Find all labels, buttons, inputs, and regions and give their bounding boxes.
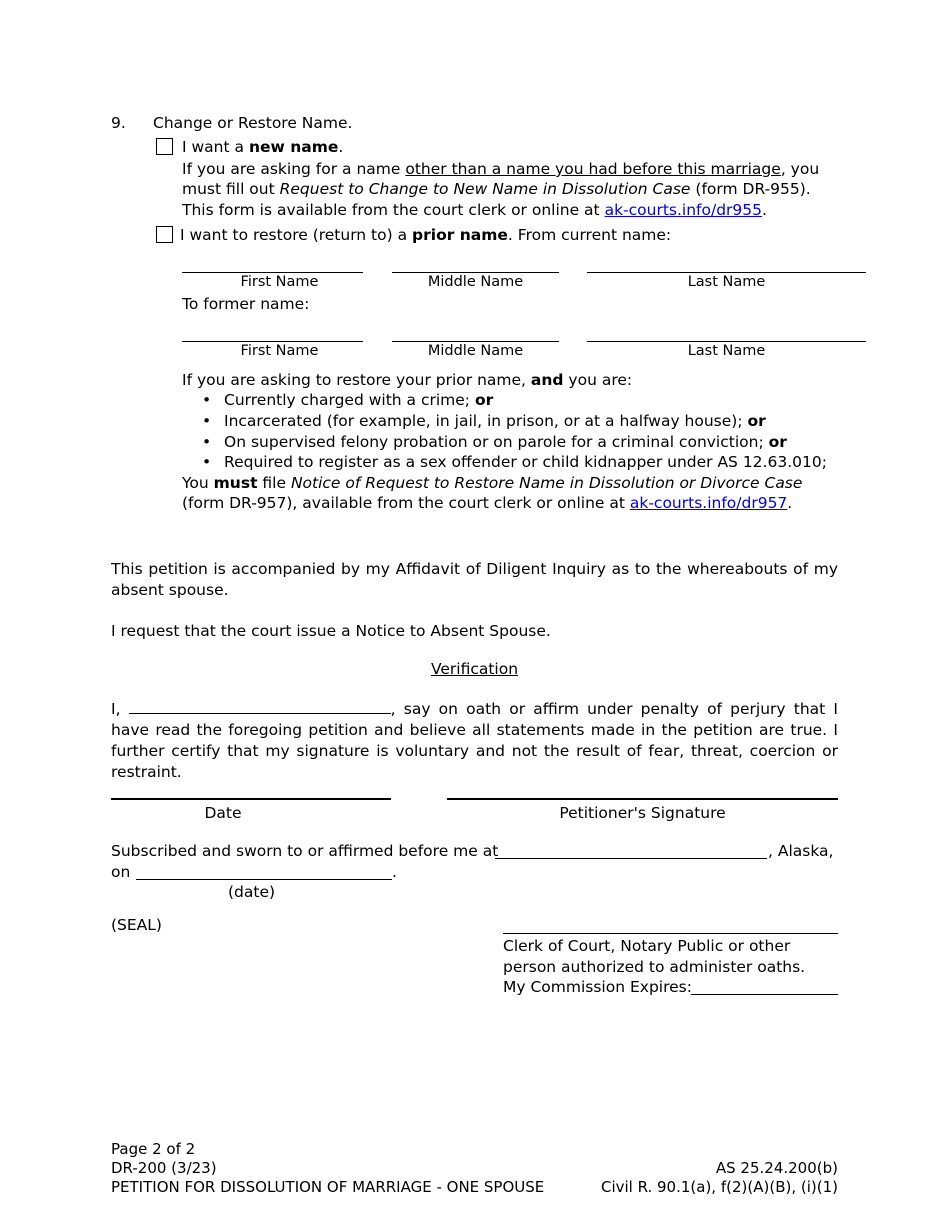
verification-text: I, , say on oath or affirm under penalty of perjury that I have read the foregoing petition and believe all statements made in the petition are true. I further certify that my signature is voluntary and not the result of fear, threat, coercion or restraint.	[111, 700, 838, 781]
must-file-text: You must file Notice of Request to Restore Name in Dissolution or Divorce Case (form DR-957), available from the court clerk or online at ak-courts.info/dr957.	[182, 474, 803, 513]
prior-name-option: I want to restore (return to) a prior name. From current name:	[180, 226, 672, 244]
seal-label: (SEAL)	[111, 916, 162, 934]
verification-heading: Verification	[430, 660, 519, 678]
new-name-description: If you are asking for a name other than a name you had before this marriage, you must fill out Request to Change to New Name in Dissolution Case (form DR-955). This form is available from the court clerk or online at ak-courts.info/dr955.	[182, 160, 820, 219]
current-first-name-label: First Name	[240, 274, 319, 290]
commission-expires-line[interactable]	[691, 994, 838, 995]
prior-name-checkbox[interactable]	[156, 226, 173, 243]
affiant-name-line[interactable]	[129, 701, 391, 714]
dr957-link[interactable]: ak-courts.info/dr957	[629, 494, 788, 513]
sworn-date-line[interactable]	[136, 879, 392, 880]
clerk-title-line1: Clerk of Court, Notary Public or other	[503, 937, 791, 955]
on-text: on	[111, 863, 131, 881]
commission-expires-label: My Commission Expires:	[503, 978, 692, 996]
on-period: .	[392, 863, 397, 881]
restrict-list	[182, 390, 827, 473]
clerk-title-line2: person authorized to administer oaths.	[503, 958, 806, 976]
restrict-item: • Incarcerated (for example, in jail, in prison, or at a halfway house); or	[182, 411, 827, 432]
rules-ref: Civil R. 90.1(a), f(2)(A)(B), (i)(1)	[600, 1178, 838, 1196]
former-name-label: To former name:	[182, 295, 310, 313]
location-line[interactable]	[495, 858, 767, 859]
former-last-name-label: Last Name	[687, 343, 766, 359]
notice-request-text: I request that the court issue a Notice to Absent Spouse.	[111, 622, 551, 640]
petitioner-signature-line[interactable]	[447, 798, 838, 800]
former-first-name-label: First Name	[240, 343, 319, 359]
page-number: Page 2 of 2	[111, 1140, 196, 1158]
form-title: PETITION FOR DISSOLUTION OF MARRIAGE - ONE SPOUSE	[111, 1178, 545, 1196]
alaska-text: , Alaska,	[768, 842, 834, 860]
form-number: DR-200 (3/23)	[111, 1159, 217, 1177]
date-label: Date	[204, 804, 242, 822]
item-number: 9.	[111, 114, 126, 132]
restrict-item: • Required to register as a sex offender or child kidnapper under AS 12.63.010;	[182, 452, 827, 473]
former-middle-name-label: Middle Name	[427, 343, 524, 359]
item-title: Change or Restore Name.	[153, 114, 353, 132]
current-last-name-label: Last Name	[687, 274, 766, 290]
clerk-signature-line[interactable]	[503, 933, 838, 934]
petitioner-signature-label: Petitioner's Signature	[559, 804, 726, 822]
dr955-link[interactable]: ak-courts.info/dr955	[604, 200, 763, 219]
current-middle-name-label: Middle Name	[427, 274, 524, 290]
subscribed-text: Subscribed and sworn to or affirmed before me at	[111, 842, 499, 860]
restrict-item: • Currently charged with a crime; or	[182, 390, 827, 411]
statute-ref: AS 25.24.200(b)	[715, 1159, 838, 1177]
sworn-date-label: (date)	[228, 883, 276, 901]
restrict-item: • On supervised felony probation or on parole for a criminal conviction; or	[182, 432, 827, 453]
new-name-option: I want a new name.	[182, 138, 344, 156]
date-line[interactable]	[111, 798, 391, 800]
new-name-checkbox[interactable]	[156, 138, 173, 155]
affidavit-text: This petition is accompanied by my Affidavit of Diligent Inquiry as to the whereabouts of my absent spouse.	[111, 560, 838, 599]
restrict-intro: If you are asking to restore your prior name, and you are:	[182, 371, 633, 389]
